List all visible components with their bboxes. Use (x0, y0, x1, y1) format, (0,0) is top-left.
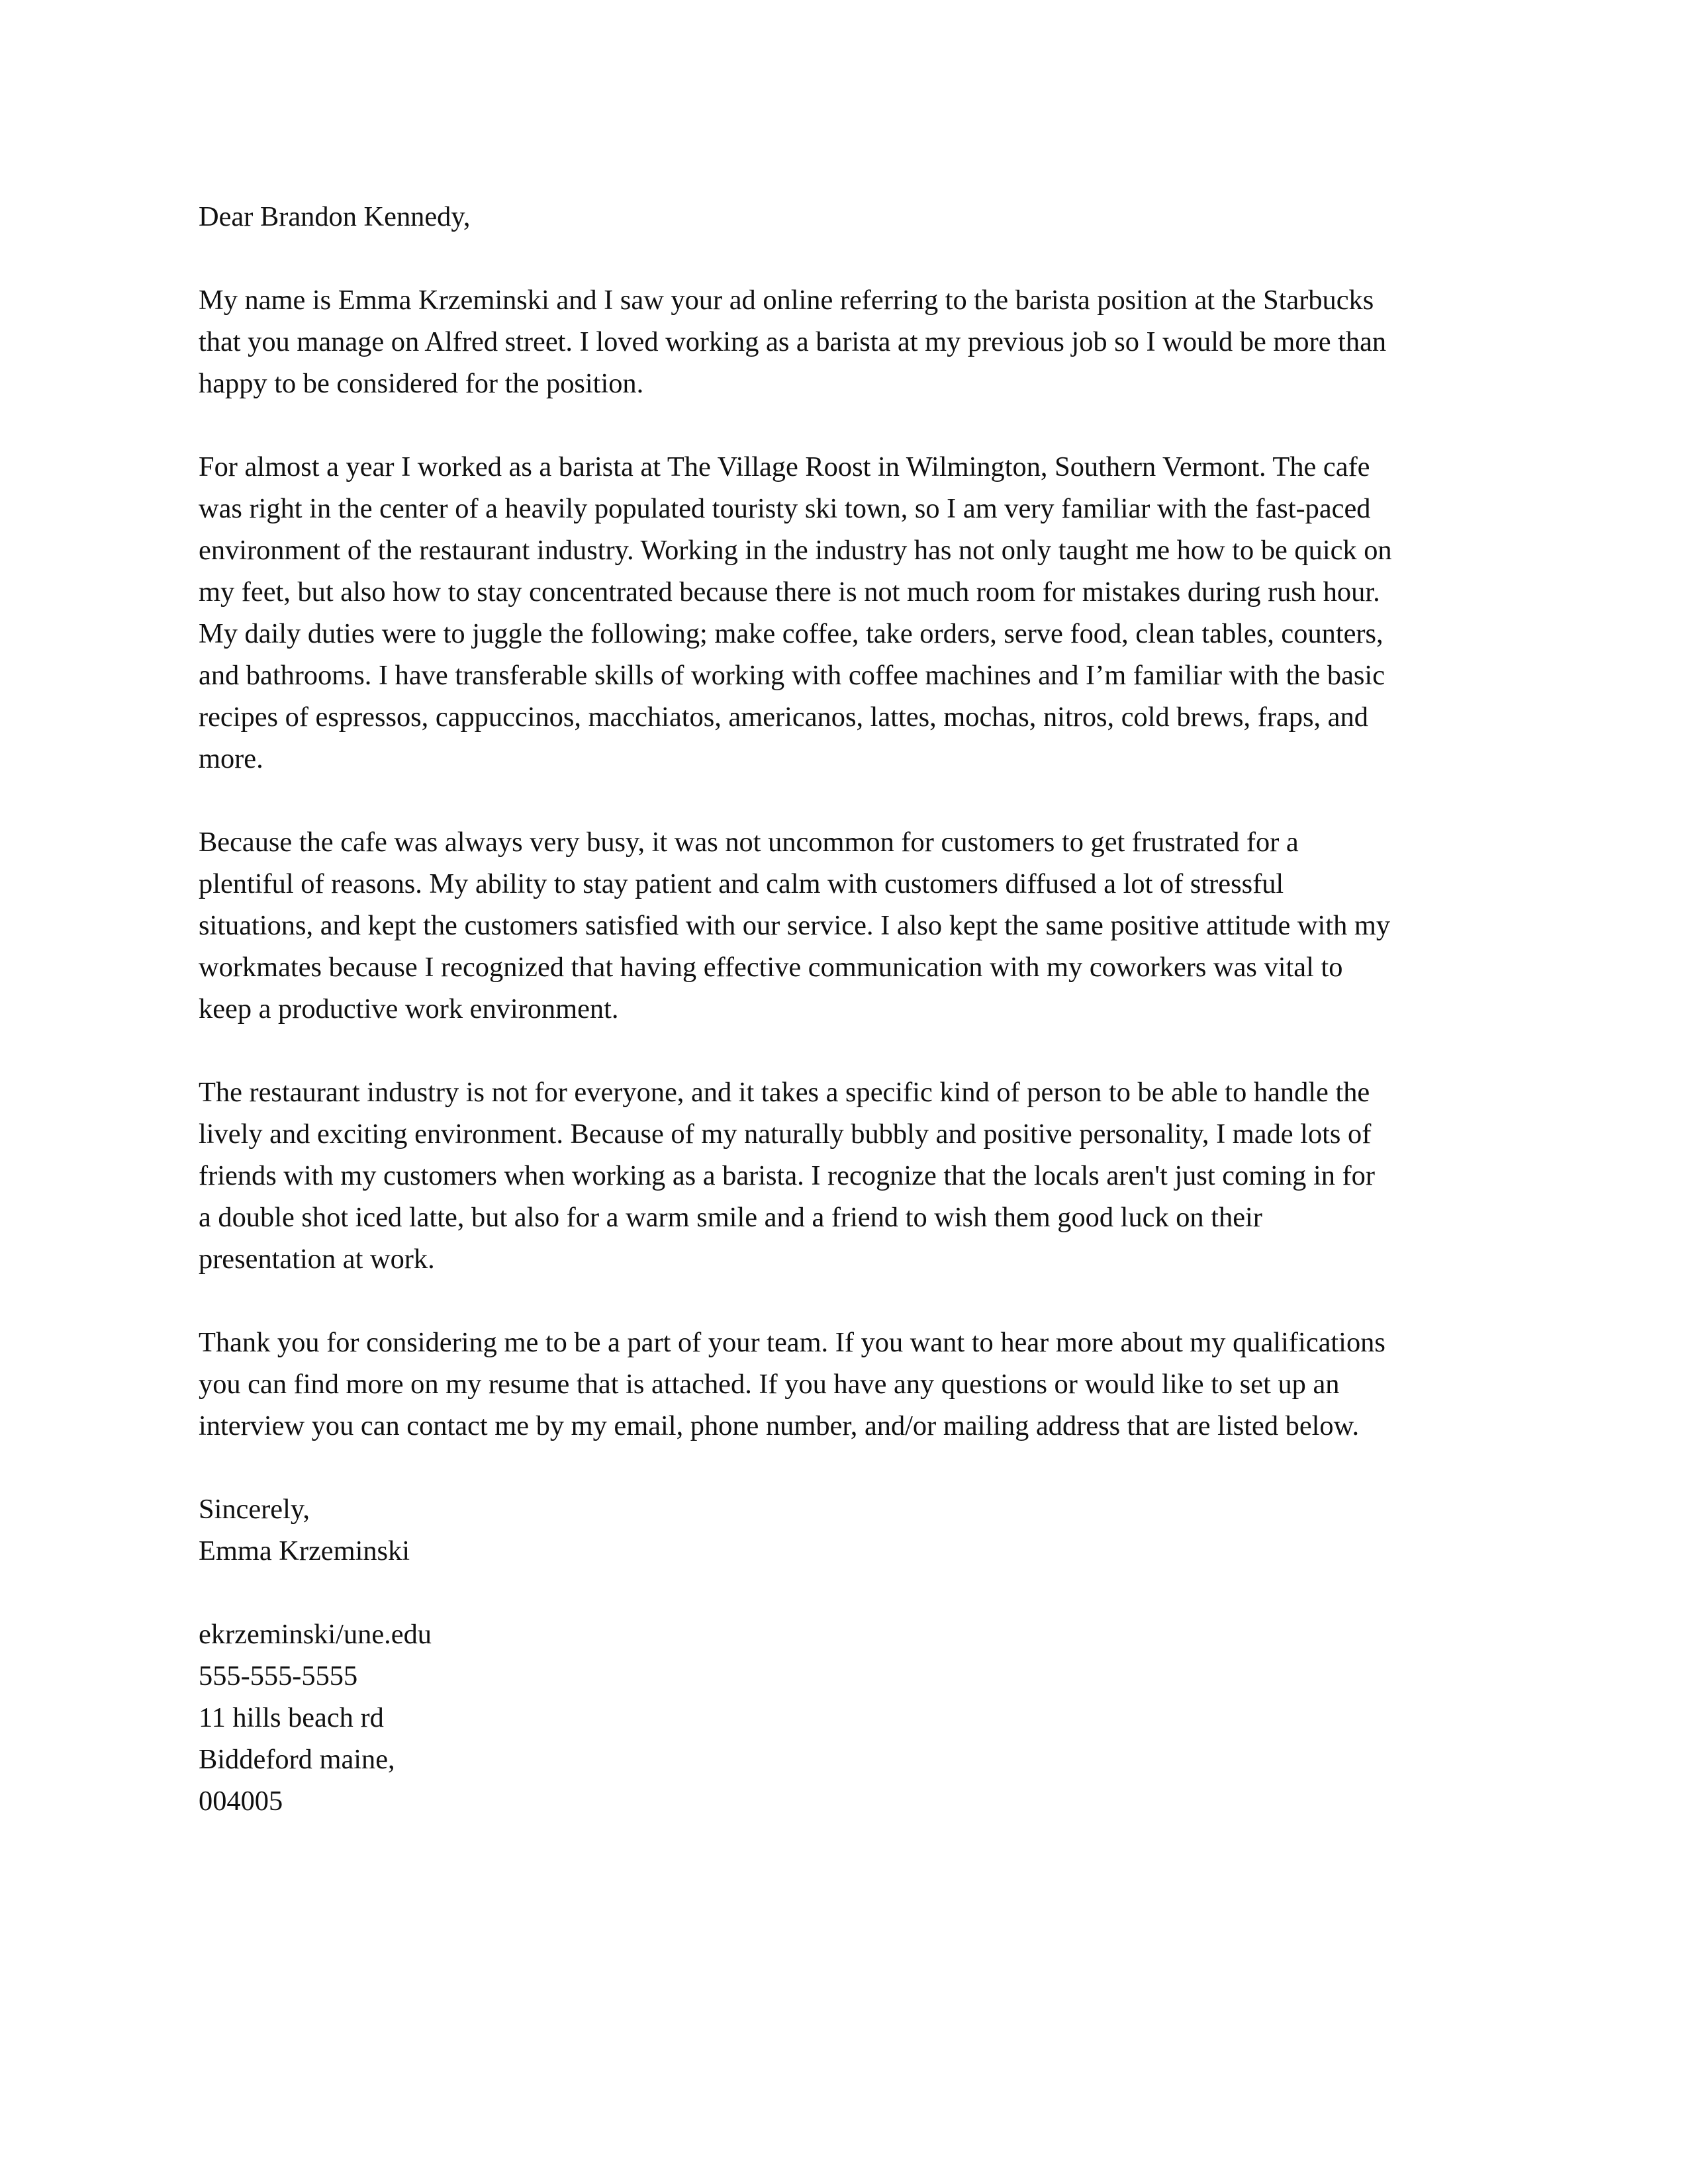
contact-block (199, 1614, 1496, 1822)
contact-phone: 555-555-5555 (199, 1661, 358, 1692)
signature-name: Emma Krzeminski (199, 1535, 410, 1567)
closing-block (199, 1488, 1496, 1572)
closing: Sincerely, (199, 1494, 310, 1525)
contact-city-state: Biddeford maine, (199, 1744, 395, 1775)
contact-street: 11 hills beach rd (199, 1702, 384, 1733)
paragraph-thank-you: Thank you for considering me to be a part of your team. If you want to hear more about my qualifications you can find more on my resume that is attached. If you have any questions or would like to set up an interview you can contact me by my email, phone number, and/or mailing address that are listed below. (199, 1327, 1385, 1441)
paragraph-introduction: My name is Emma Krzeminski and I saw your ad online referring to the barista position at the Starbucks that you manage on Alfred street. I loved working as a barista at my previous job so I would be more than happy to be considered for the position. (199, 285, 1387, 399)
cover-letter (199, 196, 1496, 1864)
contact-zip: 004005 (199, 1786, 283, 1817)
paragraph-personality: The restaurant industry is not for everyone, and it takes a specific kind of person to be able to handle the lively and exciting environment. Because of my naturally bubbly and positive personality, I made lots of friends with my customers when working as a barista. I recognize that the locals aren't just coming in for a double shot iced latte, but also for a warm smile and a friend to wish them good luck on their presentation at work. (199, 1077, 1375, 1275)
contact-email: ekrzeminski/une.edu (199, 1619, 432, 1650)
paragraph-experience: For almost a year I worked as a barista at The Village Roost in Wilmington, Southern Vermont. The cafe was right in the center of a heavily populated touristy ski town, so I am very familiar with the fast-paced environment of the restaurant industry. Working in the industry has not only taught me how to be quick on my feet, but also how to stay concentrated because there is not much room for mistakes during rush hour. My daily duties were to juggle the following; make coffee, take orders, serve food, clean tables, counters, and bathrooms. I have transferable skills of working with coffee machines and I’m familiar with the basic recipes of espressos, cappuccinos, macchiatos, americanos, lattes, mochas, nitros, cold brews, fraps, and more. (199, 451, 1392, 774)
paragraph-customer-service: Because the cafe was always very busy, it was not uncommon for customers to get frustrated for a plentiful of reasons. My ability to stay patient and calm with customers diffused a lot of stressful situations, and kept the customers satisfied with our service. I also kept the same positive attitude with my workmates because I recognized that having effective communication with my coworkers was vital to keep a productive work environment. (199, 827, 1391, 1024)
salutation: Dear Brandon Kennedy, (199, 201, 471, 232)
